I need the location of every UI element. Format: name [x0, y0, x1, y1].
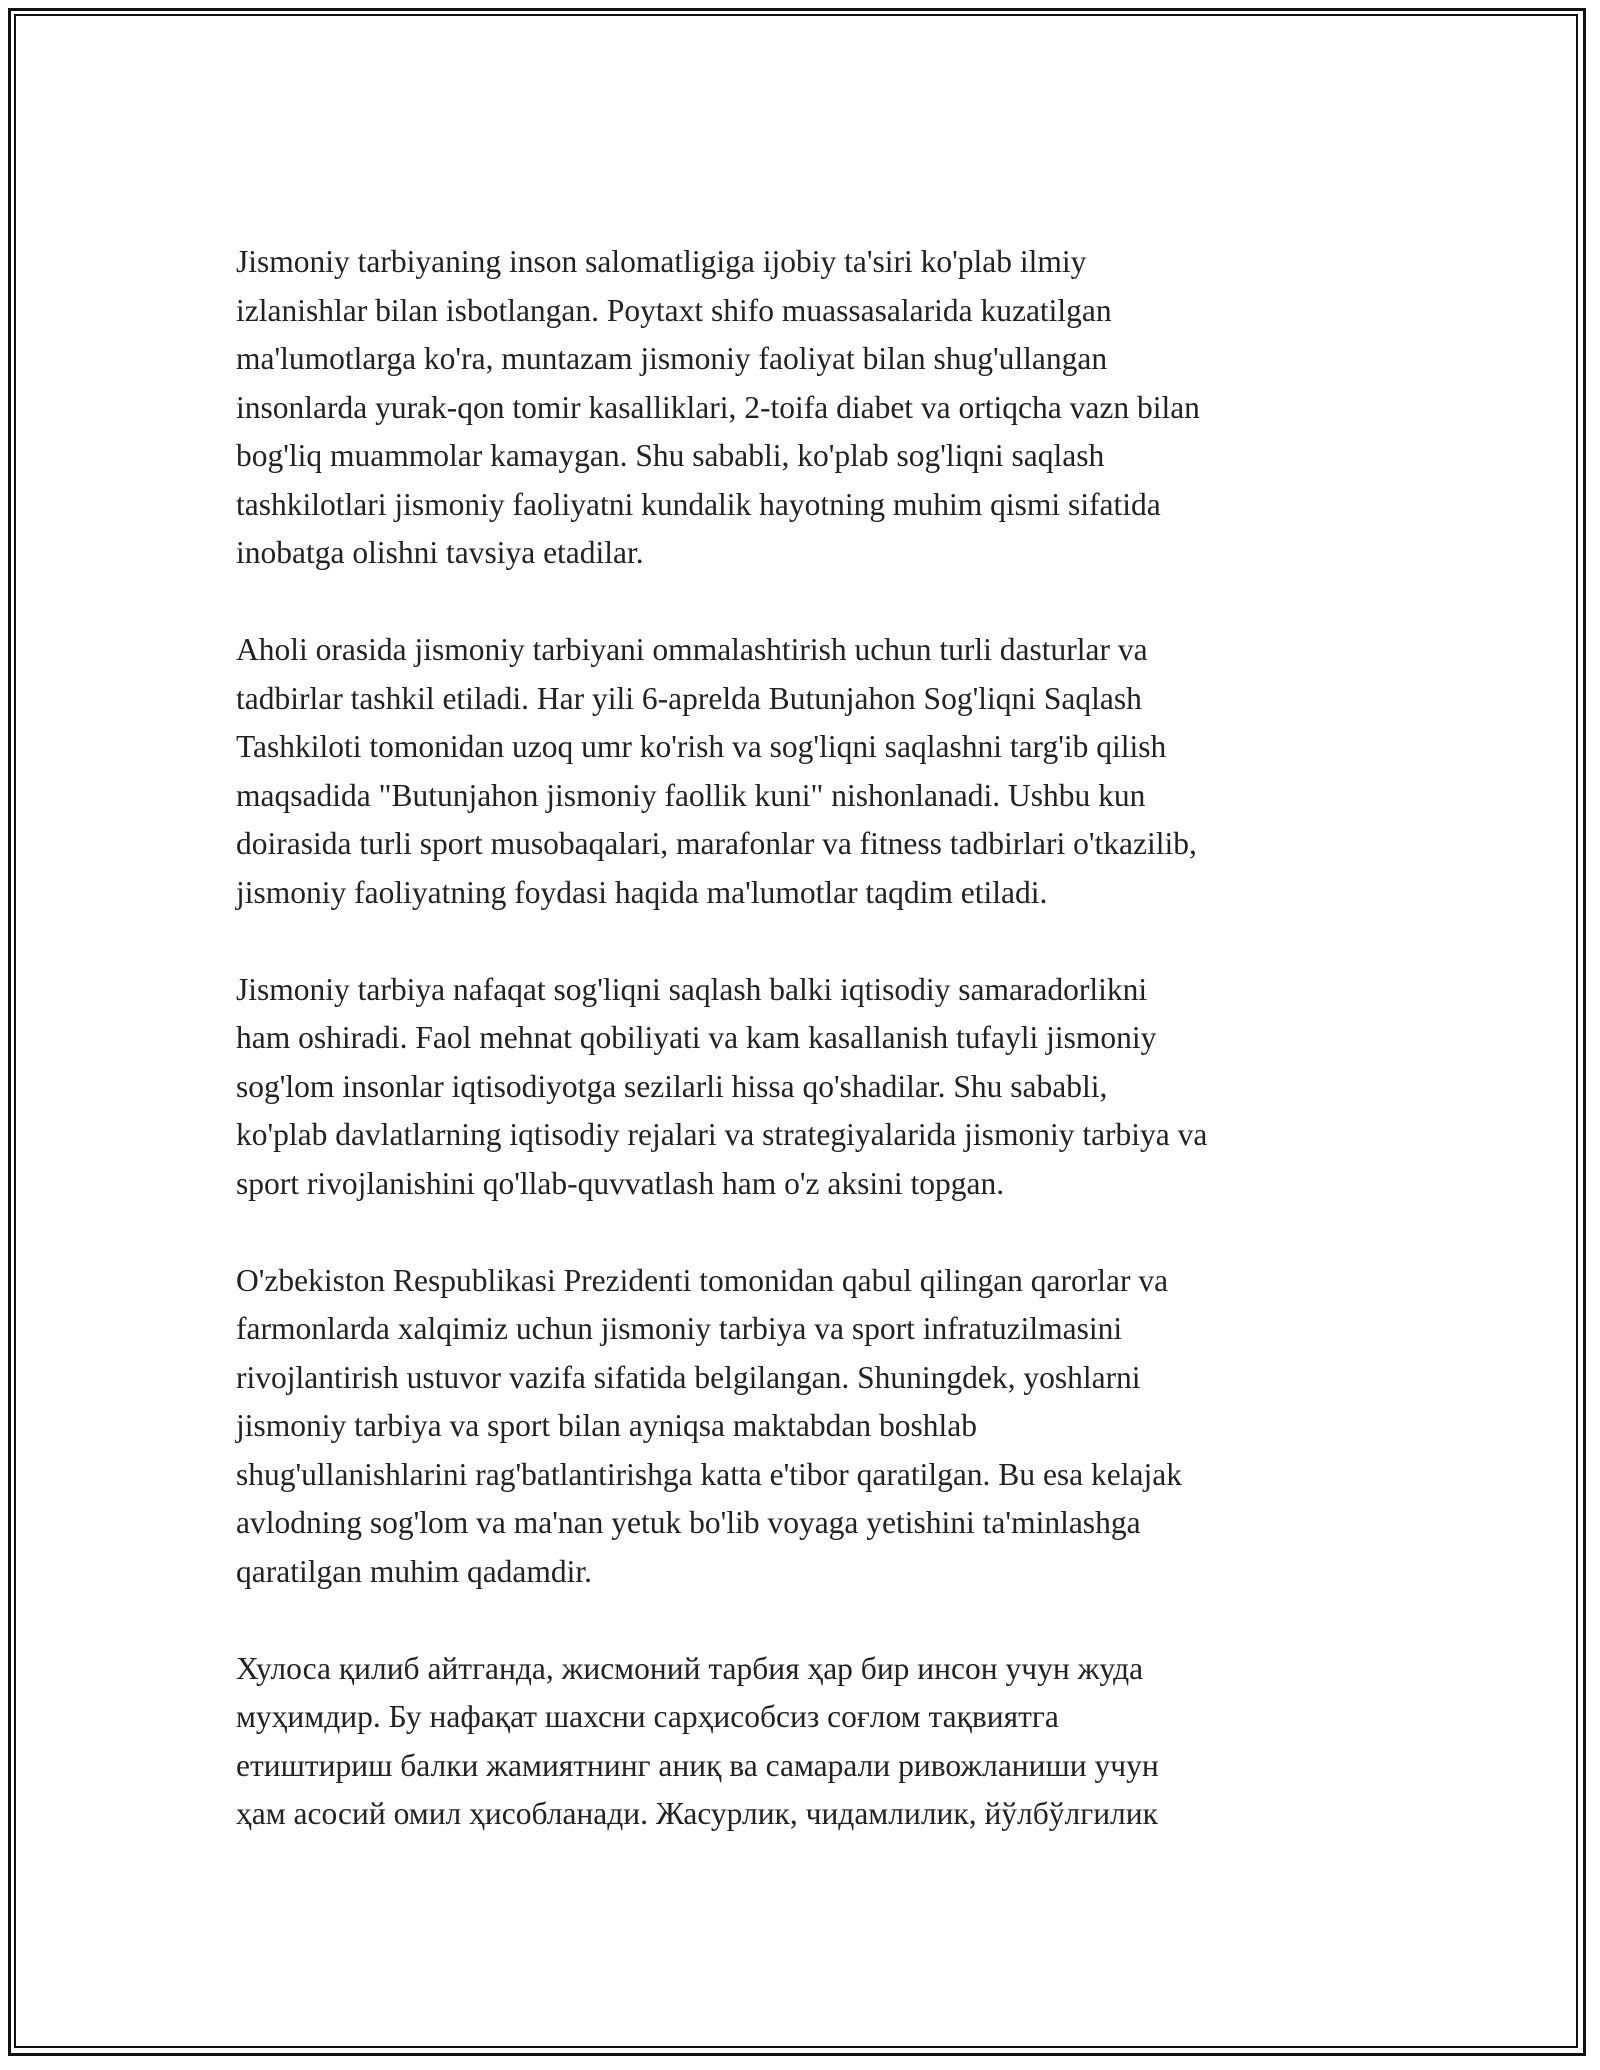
- text-line: rivojlantirish ustuvor vazifa sifatida belgilangan. Shuningdek, yoshlarni: [236, 1359, 1141, 1395]
- text-line: sog'lom insonlar iqtisodiyotga sezilarli hissa qo'shadilar. Shu sababli,: [236, 1068, 1108, 1104]
- text-line: ma'lumotlarga ko'ra, muntazam jismoniy faoliyat bilan shug'ullangan: [236, 341, 1108, 376]
- text-line: ham oshiradi. Faol mehnat qobiliyati va kam kasallanish tufayli jismoniy: [236, 1020, 1157, 1055]
- text-line: doirasida turli sport musobaqalari, marafonlar va fitness tadbirlari o'tkazilib,: [236, 826, 1197, 861]
- text-line: avlodning sog'lom va ma'nan yetuk bo'lib voyaga yetishini ta'minlashga: [236, 1505, 1141, 1540]
- text-line: tashkilotlari jismoniy faoliyatni kundalik hayotning muhim qismi sifatida: [236, 486, 1161, 522]
- text-line: maqsadida "Butunjahon jismoniy faollik kuni" nishonlanadi. Ushbu kun: [236, 777, 1146, 813]
- text-line: Aholi orasida jismoniy tarbiyani ommalashtirish uchun turli dasturlar va: [236, 632, 1148, 667]
- text-line: jismoniy tarbiya va sport bilan ayniqsa maktabdan boshlab: [236, 1408, 977, 1443]
- text-line: bog'liq muammolar kamaygan. Shu sababli, ko'plab sog'liqni saqlash: [236, 438, 1105, 473]
- text-line: jismoniy faoliyatning foydasi haqida ma'lumotlar taqdim etiladi.: [236, 874, 1048, 910]
- document-body: [236, 238, 1382, 1887]
- text-line: insonlarda yurak-qon tomir kasalliklari, 2-toifa diabet va ortiqcha vazn bilan: [236, 389, 1200, 425]
- text-line: муҳимдир. Бу нафақат шахсни сарҳисобсиз соғлом тақвиятга: [236, 1699, 1059, 1734]
- text-line: qaratilgan muhim qadamdir.: [236, 1553, 593, 1589]
- text-line: Tashkiloti tomonidan uzoq umr ko'rish va sog'liqni saqlashni targ'ib qilish: [236, 729, 1167, 764]
- text-line: ҳам асосий омил ҳисобланади. Жасурлик, чидамлилик, йўлбўлгилик: [236, 1796, 1158, 1831]
- text-line: ko'plab davlatlarning iqtisodiy rejalari va strategiyalarida jismoniy tarbiya va: [236, 1117, 1208, 1152]
- text-line: Хулоса қилиб айтганда, жисмоний тарбия ҳар бир инсон учун жуда: [236, 1650, 1144, 1686]
- paragraph-conclusion: [236, 1645, 1382, 1839]
- text-line: Jismoniy tarbiyaning inson salomatligiga ijobiy ta'siri ko'plab ilmiy: [236, 244, 1087, 279]
- text-line: sport rivojlanishini qo'llab-quvvatlash ham o'z aksini topgan.: [236, 1165, 1005, 1201]
- paragraph-health-benefits: [236, 238, 1382, 578]
- paragraph-popularization: [236, 626, 1382, 917]
- text-line: shug'ullanishlarini rag'batlantirishga katta e'tibor qaratilgan. Bu esa kelajak: [236, 1456, 1182, 1492]
- text-line: етиштириш балки жамиятнинг аниқ ва самарали ривожланиши учун: [236, 1747, 1159, 1783]
- text-line: farmonlarda xalqimiz uchun jismoniy tarbiya va sport infratuzilmasini: [236, 1311, 1123, 1346]
- paragraph-economic-efficiency: [236, 966, 1382, 1209]
- text-line: O'zbekiston Respublikasi Prezidenti tomonidan qabul qilingan qarorlar va: [236, 1262, 1169, 1298]
- paragraph-state-policy: [236, 1257, 1382, 1597]
- text-line: Jismoniy tarbiya nafaqat sog'liqni saqlash balki iqtisodiy samaradorlikni: [236, 971, 1148, 1007]
- text-line: inobatga olishni tavsiya etadilar.: [236, 535, 644, 570]
- text-line: tadbirlar tashkil etiladi. Har yili 6-aprelda Butunjahon Sog'liqni Saqlash: [236, 680, 1142, 716]
- text-line: izlanishlar bilan isbotlangan. Poytaxt shifo muassasalarida kuzatilgan: [236, 292, 1112, 328]
